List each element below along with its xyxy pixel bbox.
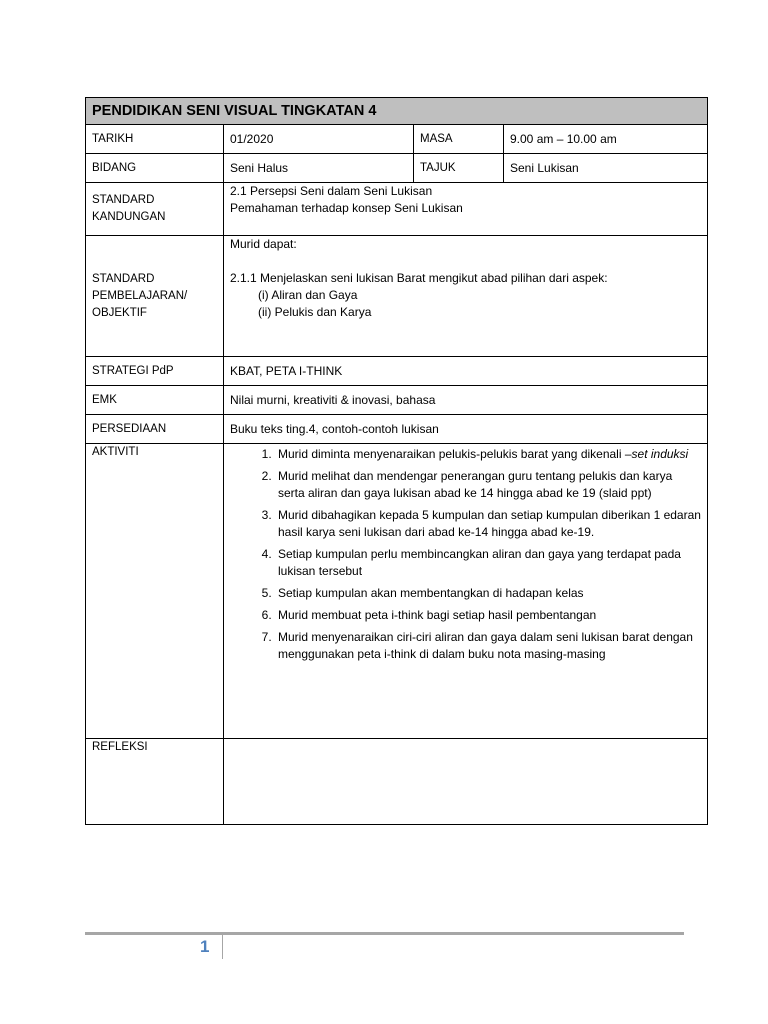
row-aktiviti xyxy=(86,444,708,739)
objective-line: 2.1.1 Menjelaskan seni lukisan Barat mengikut abad pilihan dari aspek: xyxy=(230,271,608,285)
label-line: KANDUNGAN xyxy=(92,211,166,223)
activity-item: 2. Murid melihat dan mendengar penerangan guru tentang pelukis dan karya serta aliran dan gaya lukisan abad ke 14 hingga abad ke 19 (slaid ppt) xyxy=(275,468,701,502)
label-line: OBJEKTIF xyxy=(92,306,147,319)
value-refleksi xyxy=(224,739,708,825)
value-standard-kandungan xyxy=(224,183,708,236)
objective-sub-item: (i) Aliran dan Gaya xyxy=(258,288,358,302)
value-bidang: Seni Halus xyxy=(224,154,414,183)
label-standard-kandungan xyxy=(86,183,224,236)
value-aktiviti xyxy=(224,444,708,739)
activity-item-emphasis: set induksi xyxy=(631,447,689,461)
label-aktiviti: AKTIVITI xyxy=(86,444,224,739)
value-emk: Nilai murni, kreativiti & inovasi, bahasa xyxy=(224,386,708,415)
activity-item-text: Murid diminta menyenaraikan pelukis-pelukis barat yang dikenali – xyxy=(278,447,632,461)
activity-list xyxy=(230,446,701,663)
activity-item xyxy=(275,446,701,463)
label-masa: MASA xyxy=(414,125,504,154)
kandungan-line: Pemahaman terhadap konsep Seni Lukisan xyxy=(230,201,463,215)
page-number: 1 xyxy=(200,937,210,956)
row-standard-kandungan xyxy=(86,183,708,236)
activity-item: 6. Murid membuat peta i-think bagi setiap hasil pembentangan xyxy=(275,607,701,624)
objective-sub-item: (ii) Pelukis dan Karya xyxy=(258,305,372,319)
label-standard-pembelajaran xyxy=(86,236,224,357)
value-tajuk: Seni Lukisan xyxy=(504,154,708,183)
lesson-plan-sheet xyxy=(85,97,707,825)
objective-intro: Murid dapat: xyxy=(230,237,297,251)
label-line: STANDARD xyxy=(92,194,155,206)
label-refleksi: REFLEKSI xyxy=(86,739,224,825)
label-line: STANDARD xyxy=(92,272,155,285)
activity-item: 7. Murid menyenaraikan ciri-ciri aliran dan gaya dalam seni lukisan barat dengan menggunakan peta i-think di dalam buku nota masing-masing xyxy=(275,629,701,663)
value-standard-pembelajaran xyxy=(224,236,708,357)
footer-divider xyxy=(85,932,684,935)
page-title: PENDIDIKAN SENI VISUAL TINGKATAN 4 xyxy=(86,98,708,125)
label-tarikh: TARIKH xyxy=(86,125,224,154)
label-emk: EMK xyxy=(86,386,224,415)
row-strategi xyxy=(86,357,708,386)
kandungan-line: 2.1 Persepsi Seni dalam Seni Lukisan xyxy=(230,184,433,198)
value-tarikh: 01/2020 xyxy=(224,125,414,154)
label-tajuk: TAJUK xyxy=(414,154,504,183)
label-bidang: BIDANG xyxy=(86,154,224,183)
value-masa: 9.00 am – 10.00 am xyxy=(504,125,708,154)
value-persediaan: Buku teks ting.4, contoh-contoh lukisan xyxy=(224,415,708,444)
row-bidang xyxy=(86,154,708,183)
label-persediaan: PERSEDIAAN xyxy=(86,415,224,444)
row-emk xyxy=(86,386,708,415)
activity-item: 3. Murid dibahagikan kepada 5 kumpulan dan setiap kumpulan diberikan 1 edaran hasil karya seni lukisan dari abad ke-14 hingga abad ke-19. xyxy=(275,507,701,541)
footer-tick xyxy=(222,935,223,959)
title-row xyxy=(86,98,708,125)
row-tarikh xyxy=(86,125,708,154)
activity-item: 5. Setiap kumpulan akan membentangkan di hadapan kelas xyxy=(275,585,701,602)
activity-item: 4. Setiap kumpulan perlu membincangkan aliran dan gaya yang terdapat pada lukisan tersebut xyxy=(275,546,701,580)
row-refleksi xyxy=(86,739,708,825)
label-strategi: STRATEGI PdP xyxy=(86,357,224,386)
row-persediaan xyxy=(86,415,708,444)
value-strategi: KBAT, PETA I-THINK xyxy=(224,357,708,386)
row-standard-pembelajaran xyxy=(86,236,708,357)
lesson-plan-table xyxy=(85,97,708,825)
label-line: PEMBELAJARAN/ xyxy=(92,289,188,302)
